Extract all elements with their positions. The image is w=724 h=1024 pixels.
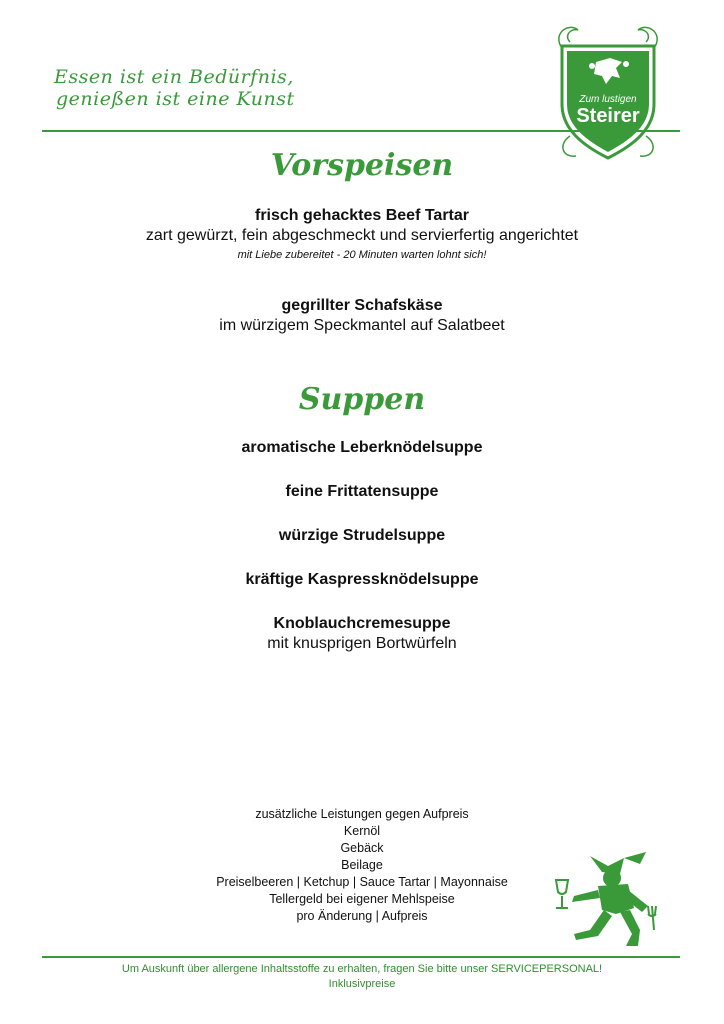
dish-strudelsuppe xyxy=(0,526,724,546)
extras-item: pro Änderung | Aufpreis xyxy=(296,909,428,923)
dish-description: mit knusprigen Bortwürfeln xyxy=(267,635,457,652)
wine-glass-icon xyxy=(556,880,568,908)
dish-name: feine Frittatensuppe xyxy=(285,483,439,500)
slogan xyxy=(54,66,295,110)
dish-note: mit Liebe zubereitet - 20 Minuten warten lohnt sich! xyxy=(237,249,487,261)
slogan-line-2: genießen ist eine Kunst xyxy=(56,88,295,110)
top-divider xyxy=(42,130,680,132)
extras-heading: zusätzliche Leistungen gegen Aufpreis xyxy=(255,807,469,821)
section-title-vorspeisen: Vorspeisen xyxy=(270,148,454,183)
dish-description: zart gewürzt, fein abgeschmeckt und servierfertig angerichtet xyxy=(145,227,579,244)
prices-note: Inklusivpreise xyxy=(328,978,396,990)
dish-name: Knoblauchcremesuppe xyxy=(273,615,451,632)
dish-name: frisch gehacktes Beef Tartar xyxy=(254,207,469,224)
dish-name: aromatische Leberknödelsuppe xyxy=(241,439,483,456)
slogan-line-1: Essen ist ein Bedürfnis, xyxy=(54,66,294,88)
extras-item: Beilage xyxy=(341,858,383,872)
dish-schafskaese xyxy=(0,296,724,336)
dish-beef-tartar xyxy=(0,206,724,264)
footer xyxy=(0,962,724,992)
dish-name: gegrillter Schafskäse xyxy=(281,297,443,314)
extras-item: Preiselbeeren | Ketchup | Sauce Tartar | Mayonnaise xyxy=(216,875,508,889)
dish-kaspressknoedelsuppe xyxy=(0,570,724,590)
dish-leberknoedelsuppe xyxy=(0,438,724,458)
restaurant-logo xyxy=(548,18,668,164)
fork-icon xyxy=(648,906,656,930)
dish-description: im würzigem Speckmantel auf Salatbeet xyxy=(219,317,505,334)
dish-frittatensuppe xyxy=(0,482,724,502)
section-title-suppen: Suppen xyxy=(298,382,426,417)
extras-item: Gebäck xyxy=(340,841,384,855)
allergen-note: Um Auskunft über allergene Inhaltsstoffe zu erhalten, fragen Sie bitte unser SERVICEPERSONAL! xyxy=(121,963,603,975)
bottom-divider xyxy=(42,956,680,958)
dish-knoblauchcremesuppe xyxy=(0,614,724,654)
logo-text-large: Steirer xyxy=(576,105,640,127)
dish-name: kräftige Kaspressknödelsuppe xyxy=(245,571,479,588)
jester-figure-icon xyxy=(542,850,672,950)
extras-item: Kernöl xyxy=(343,824,381,838)
logo-text-small: Zum lustigen xyxy=(579,94,637,105)
dish-name: würzige Strudelsuppe xyxy=(278,527,446,544)
extras-item: Tellergeld bei eigener Mehlspeise xyxy=(269,892,455,906)
